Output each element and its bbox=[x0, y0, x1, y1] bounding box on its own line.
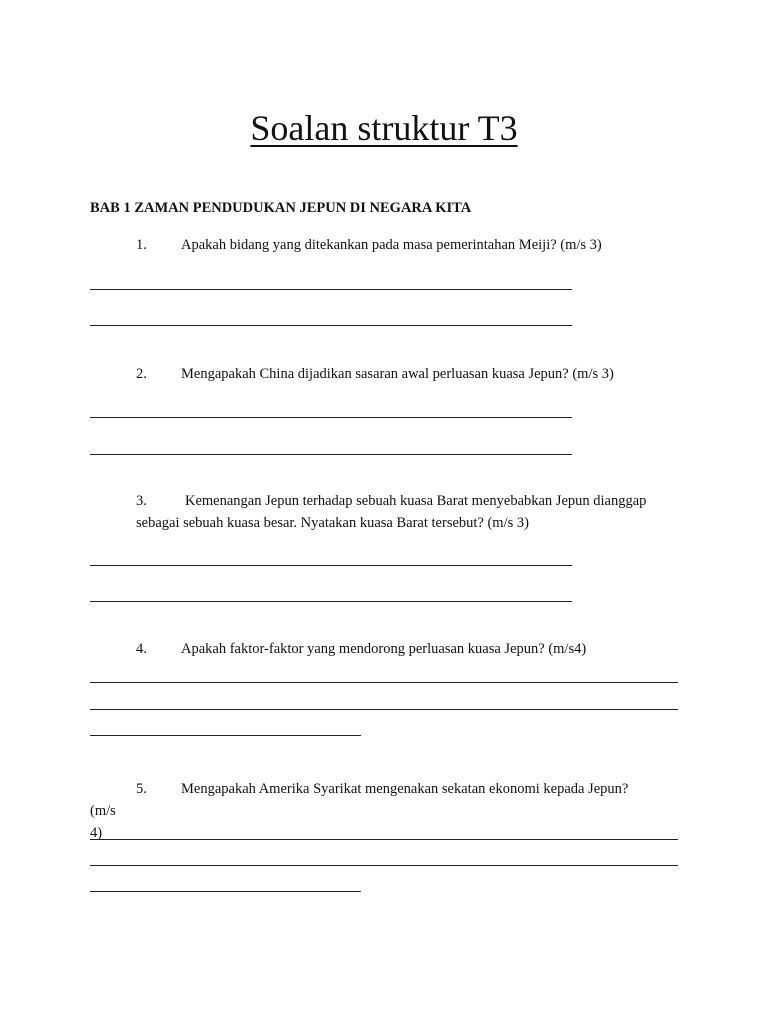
chapter-heading: BAB 1 ZAMAN PENDUDUKAN JEPUN DI NEGARA KITA bbox=[90, 200, 472, 216]
question-text: Mengapakah Amerika Syarikat mengenakan sekatan ekonomi kepada Jepun? bbox=[181, 781, 629, 797]
question-number: 3. bbox=[136, 493, 147, 509]
answer-line[interactable] bbox=[90, 289, 572, 290]
answer-line[interactable] bbox=[90, 891, 361, 892]
answer-line[interactable] bbox=[90, 865, 678, 866]
question-number: 2. bbox=[136, 366, 147, 382]
answer-line[interactable] bbox=[90, 682, 678, 683]
answer-line[interactable] bbox=[90, 709, 678, 710]
answer-line[interactable] bbox=[90, 454, 572, 455]
answer-line[interactable] bbox=[90, 565, 572, 566]
question-marks: (m/s 4) bbox=[90, 803, 116, 841]
page-title: Soalan struktur T3 bbox=[250, 108, 518, 148]
answer-line[interactable] bbox=[90, 325, 572, 326]
answer-line[interactable] bbox=[90, 735, 361, 736]
answer-line[interactable] bbox=[90, 839, 678, 840]
question-text: Apakah faktor-faktor yang mendorong perluasan kuasa Jepun? (m/s4) bbox=[181, 641, 587, 657]
answer-line[interactable] bbox=[90, 417, 572, 418]
question-text: Mengapakah China dijadikan sasaran awal perluasan kuasa Jepun? (m/s 3) bbox=[181, 366, 614, 382]
question-number: 5. bbox=[136, 781, 147, 797]
question-number: 4. bbox=[136, 641, 147, 657]
question-text: Apakah bidang yang ditekankan pada masa pemerintahan Meiji? (m/s 3) bbox=[181, 237, 602, 253]
question-number: 1. bbox=[136, 237, 147, 253]
question-text: Kemenangan Jepun terhadap sebuah kuasa Barat menyebabkan Jepun dianggap sebagai sebuah kuasa besar. Nyatakan kuasa Barat tersebut? (m/s 3) bbox=[136, 493, 647, 531]
answer-line[interactable] bbox=[90, 601, 572, 602]
